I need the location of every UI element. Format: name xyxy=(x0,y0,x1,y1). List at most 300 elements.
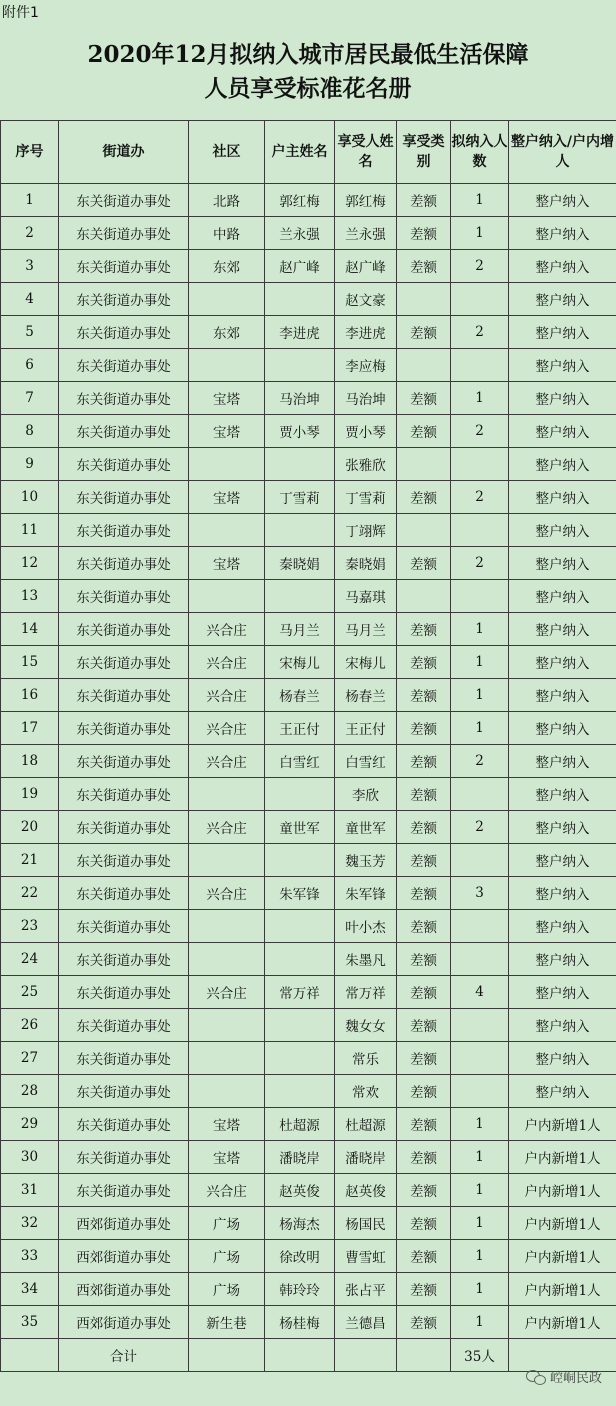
cell-community xyxy=(189,1075,265,1108)
cell-street-office: 东关街道办事处 xyxy=(59,217,189,250)
cell-householder xyxy=(265,1009,335,1042)
cell-householder xyxy=(265,1042,335,1075)
cell-community: 兴合庄 xyxy=(189,745,265,778)
cell-type: 整户纳入 xyxy=(509,382,616,415)
table-row xyxy=(1,349,616,382)
cell-householder: 韩玲玲 xyxy=(265,1273,335,1306)
table-row xyxy=(1,646,616,679)
cell-type: 整户纳入 xyxy=(509,1009,616,1042)
cell-beneficiary: 王正付 xyxy=(335,712,397,745)
cell-householder: 杨春兰 xyxy=(265,679,335,712)
cell-count xyxy=(451,778,509,811)
total-empty-cell xyxy=(335,1339,397,1372)
cell-beneficiary: 潘晓岸 xyxy=(335,1141,397,1174)
cell-index: 4 xyxy=(1,283,59,316)
cell-beneficiary: 赵文豪 xyxy=(335,283,397,316)
cell-type: 整户纳入 xyxy=(509,745,616,778)
cell-community: 兴合庄 xyxy=(189,976,265,1009)
cell-householder: 杨桂梅 xyxy=(265,1306,335,1339)
cell-street-office: 东关街道办事处 xyxy=(59,679,189,712)
cell-householder xyxy=(265,514,335,547)
cell-category: 差额 xyxy=(397,910,451,943)
cell-index: 28 xyxy=(1,1075,59,1108)
table-row xyxy=(1,1075,616,1108)
cell-community: 兴合庄 xyxy=(189,613,265,646)
table-row xyxy=(1,448,616,481)
cell-householder: 丁雪莉 xyxy=(265,481,335,514)
cell-street-office: 东关街道办事处 xyxy=(59,844,189,877)
cell-type: 整户纳入 xyxy=(509,547,616,580)
cell-householder xyxy=(265,1075,335,1108)
total-empty-cell xyxy=(397,1339,451,1372)
cell-street-office: 东关街道办事处 xyxy=(59,382,189,415)
cell-householder: 马治坤 xyxy=(265,382,335,415)
cell-community: 兴合庄 xyxy=(189,712,265,745)
cell-community: 宝塔 xyxy=(189,1108,265,1141)
cell-count xyxy=(451,1075,509,1108)
cell-beneficiary: 李进虎 xyxy=(335,316,397,349)
header-street-office: 街道办 xyxy=(59,121,189,184)
cell-count: 2 xyxy=(451,481,509,514)
watermark-text: 崆峒民政 xyxy=(549,1371,602,1386)
cell-householder: 潘晓岸 xyxy=(265,1141,335,1174)
cell-index: 9 xyxy=(1,448,59,481)
cell-householder: 徐改明 xyxy=(265,1240,335,1273)
cell-beneficiary: 白雪红 xyxy=(335,745,397,778)
cell-beneficiary: 魏女女 xyxy=(335,1009,397,1042)
header-householder: 户主姓名 xyxy=(265,121,335,184)
cell-householder: 王正付 xyxy=(265,712,335,745)
cell-type: 整户纳入 xyxy=(509,184,616,217)
total-empty-cell xyxy=(189,1339,265,1372)
cell-street-office: 东关街道办事处 xyxy=(59,613,189,646)
cell-count xyxy=(451,1042,509,1075)
cell-beneficiary: 叶小杰 xyxy=(335,910,397,943)
table-row xyxy=(1,910,616,943)
cell-type: 整户纳入 xyxy=(509,811,616,844)
cell-type: 整户纳入 xyxy=(509,250,616,283)
cell-category xyxy=(397,580,451,613)
table-row xyxy=(1,1042,616,1075)
table-row xyxy=(1,1240,616,1273)
cell-category: 差额 xyxy=(397,316,451,349)
cell-count: 1 xyxy=(451,1174,509,1207)
cell-householder xyxy=(265,349,335,382)
cell-count: 1 xyxy=(451,1306,509,1339)
cell-householder: 郭红梅 xyxy=(265,184,335,217)
cell-type: 整户纳入 xyxy=(509,1042,616,1075)
cell-householder: 赵广峰 xyxy=(265,250,335,283)
table-row xyxy=(1,1174,616,1207)
cell-street-office: 东关街道办事处 xyxy=(59,448,189,481)
cell-street-office: 东关街道办事处 xyxy=(59,1042,189,1075)
cell-street-office: 西郊街道办事处 xyxy=(59,1306,189,1339)
cell-category: 差额 xyxy=(397,712,451,745)
cell-community: 宝塔 xyxy=(189,415,265,448)
cell-index: 32 xyxy=(1,1207,59,1240)
cell-category xyxy=(397,514,451,547)
cell-type: 整户纳入 xyxy=(509,415,616,448)
cell-street-office: 东关街道办事处 xyxy=(59,316,189,349)
cell-beneficiary: 李欣 xyxy=(335,778,397,811)
cell-beneficiary: 常乐 xyxy=(335,1042,397,1075)
cell-index: 13 xyxy=(1,580,59,613)
cell-count: 1 xyxy=(451,679,509,712)
cell-type: 整户纳入 xyxy=(509,943,616,976)
cell-community: 新生巷 xyxy=(189,1306,265,1339)
table-row xyxy=(1,745,616,778)
cell-category: 差额 xyxy=(397,844,451,877)
cell-type: 整户纳入 xyxy=(509,877,616,910)
cell-community: 中路 xyxy=(189,217,265,250)
cell-community: 兴合庄 xyxy=(189,679,265,712)
cell-community: 兴合庄 xyxy=(189,811,265,844)
cell-type: 整户纳入 xyxy=(509,217,616,250)
cell-category: 差额 xyxy=(397,943,451,976)
header-row xyxy=(1,121,616,184)
table-row xyxy=(1,613,616,646)
cell-type: 整户纳入 xyxy=(509,679,616,712)
cell-count xyxy=(451,349,509,382)
cell-count: 2 xyxy=(451,811,509,844)
cell-index: 24 xyxy=(1,943,59,976)
cell-community xyxy=(189,943,265,976)
cell-street-office: 东关街道办事处 xyxy=(59,184,189,217)
cell-category: 差额 xyxy=(397,877,451,910)
cell-category: 差额 xyxy=(397,1273,451,1306)
table-row xyxy=(1,679,616,712)
title-line-1: 2020年12月拟纳入城市居民最低生活保障 xyxy=(87,41,529,68)
cell-householder: 赵英俊 xyxy=(265,1174,335,1207)
cell-beneficiary: 赵英俊 xyxy=(335,1174,397,1207)
cell-householder: 杨海杰 xyxy=(265,1207,335,1240)
cell-category: 差额 xyxy=(397,547,451,580)
cell-beneficiary: 杨春兰 xyxy=(335,679,397,712)
cell-householder: 马月兰 xyxy=(265,613,335,646)
cell-community: 兴合庄 xyxy=(189,1174,265,1207)
cell-type: 整户纳入 xyxy=(509,976,616,1009)
total-label: 合计 xyxy=(59,1339,189,1372)
cell-count: 1 xyxy=(451,1273,509,1306)
cell-community: 广场 xyxy=(189,1240,265,1273)
cell-street-office: 东关街道办事处 xyxy=(59,976,189,1009)
cell-type: 整户纳入 xyxy=(509,613,616,646)
cell-type: 整户纳入 xyxy=(509,283,616,316)
table-row xyxy=(1,481,616,514)
cell-index: 19 xyxy=(1,778,59,811)
cell-street-office: 东关街道办事处 xyxy=(59,943,189,976)
cell-type: 整户纳入 xyxy=(509,349,616,382)
cell-count: 1 xyxy=(451,1108,509,1141)
cell-householder: 杜超源 xyxy=(265,1108,335,1141)
cell-index: 2 xyxy=(1,217,59,250)
cell-count: 1 xyxy=(451,184,509,217)
cell-beneficiary: 魏玉芳 xyxy=(335,844,397,877)
cell-category: 差额 xyxy=(397,976,451,1009)
cell-type: 整户纳入 xyxy=(509,316,616,349)
cell-community: 东郊 xyxy=(189,250,265,283)
cell-beneficiary: 常万祥 xyxy=(335,976,397,1009)
cell-category: 差额 xyxy=(397,1240,451,1273)
cell-count: 1 xyxy=(451,646,509,679)
cell-householder: 常万祥 xyxy=(265,976,335,1009)
cell-community xyxy=(189,580,265,613)
cell-category xyxy=(397,283,451,316)
cell-street-office: 东关街道办事处 xyxy=(59,1108,189,1141)
cell-street-office: 东关街道办事处 xyxy=(59,250,189,283)
cell-beneficiary: 秦晓娟 xyxy=(335,547,397,580)
cell-beneficiary: 贾小琴 xyxy=(335,415,397,448)
cell-category: 差额 xyxy=(397,415,451,448)
cell-count: 2 xyxy=(451,316,509,349)
cell-index: 17 xyxy=(1,712,59,745)
cell-count: 1 xyxy=(451,217,509,250)
cell-index: 34 xyxy=(1,1273,59,1306)
cell-beneficiary: 童世军 xyxy=(335,811,397,844)
table-row xyxy=(1,1207,616,1240)
cell-count: 1 xyxy=(451,613,509,646)
cell-street-office: 东关街道办事处 xyxy=(59,811,189,844)
cell-householder: 白雪红 xyxy=(265,745,335,778)
cell-count xyxy=(451,448,509,481)
cell-count: 1 xyxy=(451,712,509,745)
table-row xyxy=(1,844,616,877)
cell-street-office: 东关街道办事处 xyxy=(59,349,189,382)
table-row xyxy=(1,184,616,217)
cell-community xyxy=(189,349,265,382)
cell-street-office: 东关街道办事处 xyxy=(59,745,189,778)
cell-street-office: 东关街道办事处 xyxy=(59,778,189,811)
cell-count xyxy=(451,283,509,316)
cell-index: 7 xyxy=(1,382,59,415)
cell-category: 差额 xyxy=(397,250,451,283)
cell-index: 27 xyxy=(1,1042,59,1075)
cell-community xyxy=(189,283,265,316)
cell-street-office: 东关街道办事处 xyxy=(59,1174,189,1207)
cell-community: 广场 xyxy=(189,1207,265,1240)
cell-index: 14 xyxy=(1,613,59,646)
cell-index: 12 xyxy=(1,547,59,580)
cell-street-office: 东关街道办事处 xyxy=(59,712,189,745)
table-row xyxy=(1,943,616,976)
cell-category: 差额 xyxy=(397,217,451,250)
cell-index: 5 xyxy=(1,316,59,349)
cell-beneficiary: 宋梅儿 xyxy=(335,646,397,679)
cell-householder: 朱军锋 xyxy=(265,877,335,910)
cell-beneficiary: 李应梅 xyxy=(335,349,397,382)
cell-community xyxy=(189,910,265,943)
cell-category: 差额 xyxy=(397,1009,451,1042)
table-row xyxy=(1,712,616,745)
cell-count xyxy=(451,910,509,943)
cell-type: 整户纳入 xyxy=(509,646,616,679)
table-row xyxy=(1,1009,616,1042)
cell-beneficiary: 丁翊辉 xyxy=(335,514,397,547)
cell-index: 33 xyxy=(1,1240,59,1273)
cell-type: 整户纳入 xyxy=(509,910,616,943)
roster-table xyxy=(0,120,616,1372)
cell-index: 16 xyxy=(1,679,59,712)
cell-beneficiary: 郭红梅 xyxy=(335,184,397,217)
header-community: 社区 xyxy=(189,121,265,184)
cell-type: 整户纳入 xyxy=(509,481,616,514)
cell-street-office: 西郊街道办事处 xyxy=(59,1273,189,1306)
cell-category: 差额 xyxy=(397,613,451,646)
cell-street-office: 西郊街道办事处 xyxy=(59,1207,189,1240)
watermark xyxy=(526,1367,602,1386)
cell-category: 差额 xyxy=(397,184,451,217)
cell-index: 1 xyxy=(1,184,59,217)
cell-category: 差额 xyxy=(397,1141,451,1174)
header-type: 整户纳入/户内增人 xyxy=(509,121,616,184)
header-beneficiary: 享受人姓名 xyxy=(335,121,397,184)
cell-count: 4 xyxy=(451,976,509,1009)
cell-beneficiary: 曹雪虹 xyxy=(335,1240,397,1273)
cell-community: 宝塔 xyxy=(189,481,265,514)
cell-type: 整户纳入 xyxy=(509,778,616,811)
cell-householder xyxy=(265,778,335,811)
cell-type: 整户纳入 xyxy=(509,844,616,877)
cell-community: 东郊 xyxy=(189,316,265,349)
cell-street-office: 东关街道办事处 xyxy=(59,1009,189,1042)
attachment-label: 附件1 xyxy=(2,5,39,21)
cell-index: 26 xyxy=(1,1009,59,1042)
cell-street-office: 东关街道办事处 xyxy=(59,415,189,448)
cell-beneficiary: 丁雪莉 xyxy=(335,481,397,514)
total-empty-cell xyxy=(265,1339,335,1372)
cell-beneficiary: 张雅欣 xyxy=(335,448,397,481)
cell-index: 23 xyxy=(1,910,59,943)
total-count: 35人 xyxy=(451,1339,509,1372)
cell-type: 户内新增1人 xyxy=(509,1240,616,1273)
cell-community xyxy=(189,1042,265,1075)
table-row xyxy=(1,547,616,580)
cell-type: 整户纳入 xyxy=(509,712,616,745)
cell-category xyxy=(397,349,451,382)
cell-type: 整户纳入 xyxy=(509,580,616,613)
cell-householder xyxy=(265,943,335,976)
cell-count xyxy=(451,943,509,976)
cell-index: 30 xyxy=(1,1141,59,1174)
cell-count: 2 xyxy=(451,745,509,778)
cell-community xyxy=(189,514,265,547)
table-row xyxy=(1,877,616,910)
cell-street-office: 东关街道办事处 xyxy=(59,910,189,943)
cell-category: 差额 xyxy=(397,679,451,712)
cell-count: 2 xyxy=(451,547,509,580)
cell-householder xyxy=(265,910,335,943)
cell-category: 差额 xyxy=(397,1042,451,1075)
table-row xyxy=(1,217,616,250)
cell-category: 差额 xyxy=(397,811,451,844)
cell-type: 户内新增1人 xyxy=(509,1141,616,1174)
cell-count xyxy=(451,1009,509,1042)
cell-householder: 贾小琴 xyxy=(265,415,335,448)
cell-householder: 秦晓娟 xyxy=(265,547,335,580)
cell-type: 整户纳入 xyxy=(509,448,616,481)
cell-beneficiary: 朱墨凡 xyxy=(335,943,397,976)
header-count: 拟纳入人数 xyxy=(451,121,509,184)
title-line-2: 人员享受标准花名册 xyxy=(204,75,412,102)
cell-category: 差额 xyxy=(397,1075,451,1108)
cell-category: 差额 xyxy=(397,382,451,415)
cell-beneficiary: 马嘉琪 xyxy=(335,580,397,613)
cell-index: 29 xyxy=(1,1108,59,1141)
cell-category: 差额 xyxy=(397,1108,451,1141)
cell-beneficiary: 张占平 xyxy=(335,1273,397,1306)
wechat-icon xyxy=(526,1369,546,1385)
table-row xyxy=(1,976,616,1009)
cell-type: 户内新增1人 xyxy=(509,1174,616,1207)
cell-community xyxy=(189,844,265,877)
cell-count: 2 xyxy=(451,250,509,283)
cell-type: 户内新增1人 xyxy=(509,1306,616,1339)
cell-community: 宝塔 xyxy=(189,1141,265,1174)
cell-beneficiary: 马月兰 xyxy=(335,613,397,646)
total-index-cell xyxy=(1,1339,59,1372)
cell-category: 差额 xyxy=(397,481,451,514)
cell-count: 1 xyxy=(451,1207,509,1240)
cell-householder xyxy=(265,844,335,877)
table-row xyxy=(1,382,616,415)
table-row xyxy=(1,580,616,613)
cell-index: 10 xyxy=(1,481,59,514)
cell-householder xyxy=(265,580,335,613)
cell-count: 2 xyxy=(451,415,509,448)
document-title xyxy=(0,38,616,106)
cell-street-office: 东关街道办事处 xyxy=(59,547,189,580)
table-row xyxy=(1,811,616,844)
cell-community: 北路 xyxy=(189,184,265,217)
cell-community xyxy=(189,778,265,811)
cell-count: 1 xyxy=(451,382,509,415)
cell-community: 兴合庄 xyxy=(189,877,265,910)
cell-index: 8 xyxy=(1,415,59,448)
cell-beneficiary: 兰德昌 xyxy=(335,1306,397,1339)
cell-community: 兴合庄 xyxy=(189,646,265,679)
cell-householder: 童世军 xyxy=(265,811,335,844)
cell-count xyxy=(451,580,509,613)
cell-community: 广场 xyxy=(189,1273,265,1306)
table-row xyxy=(1,250,616,283)
cell-community xyxy=(189,448,265,481)
cell-index: 21 xyxy=(1,844,59,877)
table-row xyxy=(1,1141,616,1174)
cell-type: 户内新增1人 xyxy=(509,1207,616,1240)
table-row xyxy=(1,514,616,547)
cell-index: 15 xyxy=(1,646,59,679)
header-index: 序号 xyxy=(1,121,59,184)
cell-community xyxy=(189,1009,265,1042)
cell-index: 3 xyxy=(1,250,59,283)
cell-street-office: 东关街道办事处 xyxy=(59,481,189,514)
cell-index: 18 xyxy=(1,745,59,778)
cell-street-office: 东关街道办事处 xyxy=(59,514,189,547)
table-row xyxy=(1,778,616,811)
cell-community: 宝塔 xyxy=(189,382,265,415)
cell-beneficiary: 兰永强 xyxy=(335,217,397,250)
cell-type: 户内新增1人 xyxy=(509,1273,616,1306)
table-row xyxy=(1,1108,616,1141)
table-row xyxy=(1,283,616,316)
cell-street-office: 东关街道办事处 xyxy=(59,646,189,679)
cell-count xyxy=(451,844,509,877)
cell-householder: 兰永强 xyxy=(265,217,335,250)
cell-index: 22 xyxy=(1,877,59,910)
cell-count xyxy=(451,514,509,547)
cell-category: 差额 xyxy=(397,1306,451,1339)
cell-index: 11 xyxy=(1,514,59,547)
